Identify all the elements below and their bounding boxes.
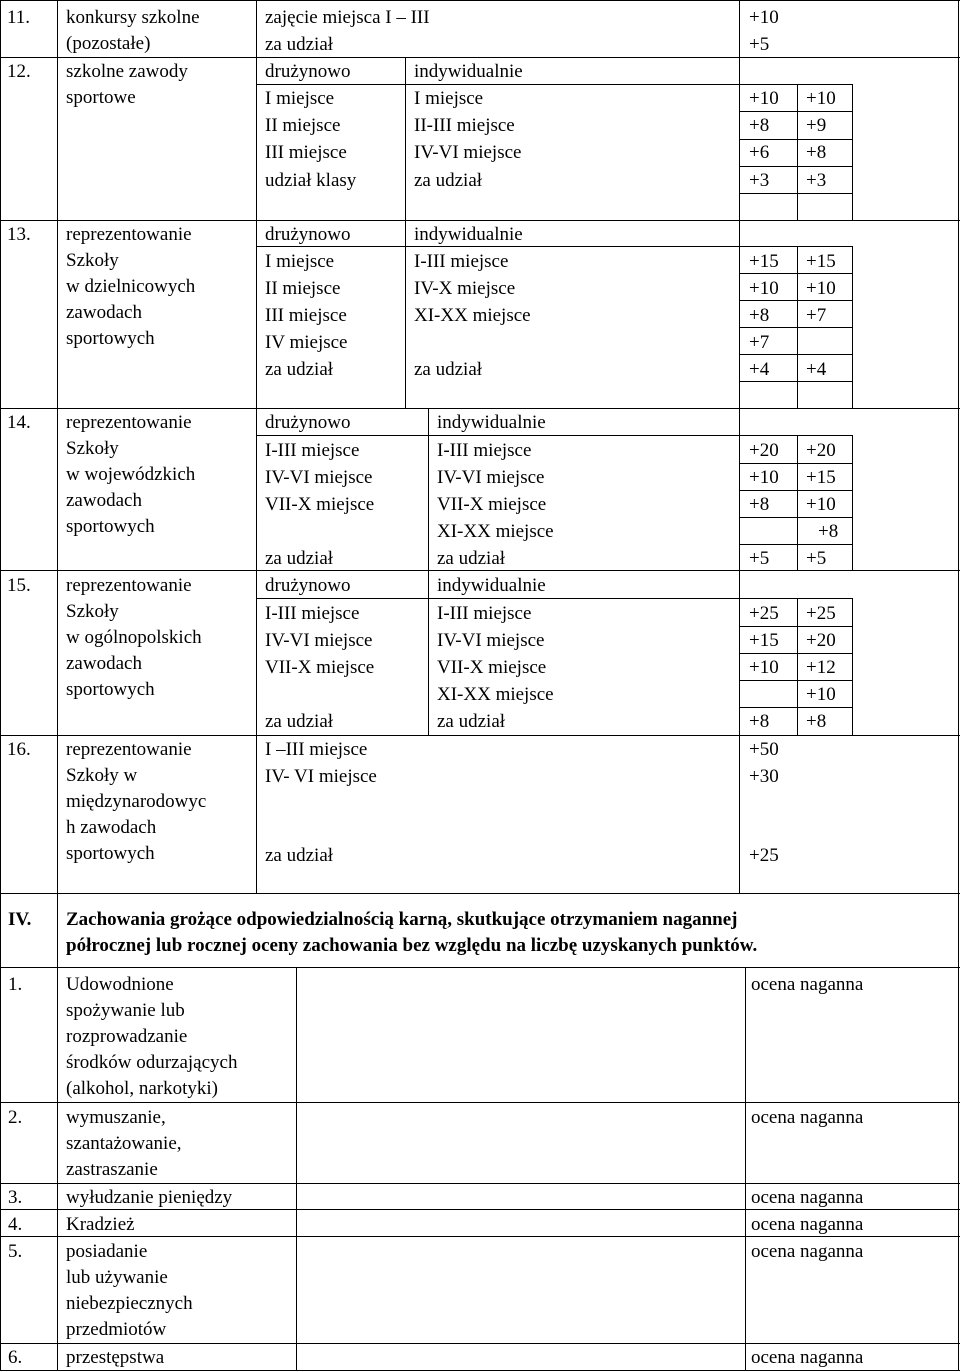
rule xyxy=(739,653,852,654)
rule xyxy=(739,680,852,681)
cell-team: I miejsce xyxy=(265,88,335,109)
rule xyxy=(797,598,798,735)
rule xyxy=(405,57,406,220)
section-number: IV. xyxy=(8,909,32,930)
cell-individual: za udział xyxy=(437,548,506,569)
cell-individual: IV-VI miejsce xyxy=(414,142,522,163)
cell-points-individual: +15 xyxy=(806,251,836,272)
cell-individual: za udział xyxy=(414,170,483,191)
rule xyxy=(745,967,746,1371)
item-text-line: wyłudzanie pieniędzy xyxy=(66,1187,233,1208)
rule xyxy=(739,0,740,894)
column-header-team: drużynowo xyxy=(265,61,351,82)
cell-points-individual: +9 xyxy=(806,115,827,136)
cell-team: III miejsce xyxy=(265,305,347,326)
row-title-line: reprezentowanie xyxy=(66,739,192,760)
rule xyxy=(0,0,960,1)
cell-points-individual: +5 xyxy=(806,548,827,569)
item-text-line: spożywanie lub xyxy=(66,1000,185,1021)
item-points: +5 xyxy=(749,34,770,55)
item-text-line: szantażowanie, xyxy=(66,1133,182,1154)
item-text-line: Kradzież xyxy=(66,1214,135,1235)
cell-individual: I miejsce xyxy=(414,88,484,109)
row-title-line: Szkoły xyxy=(66,250,119,271)
rule xyxy=(958,0,959,1371)
column-header-individual: indywidualnie xyxy=(437,575,546,596)
row-number: 11. xyxy=(7,7,31,28)
cell-points-team: +8 xyxy=(749,711,770,732)
cell-individual: VII-X miejsce xyxy=(437,657,547,678)
row-title-line: sportowych xyxy=(66,516,155,537)
row-title-line: Szkoły xyxy=(66,601,119,622)
row-number: 12. xyxy=(7,61,31,82)
rule xyxy=(739,463,852,464)
cell-team: II miejsce xyxy=(265,278,341,299)
cell-individual: II-III miejsce xyxy=(414,115,515,136)
row-title-line: sportowe xyxy=(66,87,136,108)
rule xyxy=(739,354,852,355)
rule xyxy=(256,246,739,247)
item-label: za udział xyxy=(265,34,334,55)
cell-team: I miejsce xyxy=(265,251,335,272)
rule xyxy=(739,111,852,112)
item-number: 5. xyxy=(8,1241,23,1262)
item-grade: ocena naganna xyxy=(751,1347,864,1368)
rule xyxy=(739,327,852,328)
item-grade: ocena naganna xyxy=(751,1241,864,1262)
row-title-line: zawodach xyxy=(66,302,142,323)
rule xyxy=(0,1236,960,1237)
cell-team: II miejsce xyxy=(265,115,341,136)
item-number: 1. xyxy=(8,974,23,995)
item-grade: ocena naganna xyxy=(751,1107,864,1128)
cell-points-individual: +7 xyxy=(806,305,827,326)
item-text-line: niebezpiecznych xyxy=(66,1293,193,1314)
rule xyxy=(739,166,852,167)
cell-team: udział klasy xyxy=(265,170,357,191)
row-title-line: konkursy szkolne xyxy=(66,7,200,28)
row-title-line: międzynarodowyc xyxy=(66,791,207,812)
row-title-line: w ogólnopolskich xyxy=(66,627,202,648)
row-title-line: reprezentowanie xyxy=(66,412,192,433)
cell-team: IV-VI miejsce xyxy=(265,467,373,488)
cell-points-individual: +10 xyxy=(806,494,836,515)
cell-individual: za udział xyxy=(414,359,483,380)
row-title-line: h zawodach xyxy=(66,817,157,838)
column-header-team: drużynowo xyxy=(265,412,351,433)
rule xyxy=(739,626,852,627)
cell-points-team: +3 xyxy=(749,170,770,191)
cell-individual: XI-XX miejsce xyxy=(437,521,554,542)
cell-team: za udział xyxy=(265,359,334,380)
cell-points-individual: +25 xyxy=(806,603,836,624)
item-text-line: Udowodnione xyxy=(66,974,174,995)
column-header-team: drużynowo xyxy=(265,224,351,245)
rule xyxy=(739,84,852,85)
cell-points-team: +8 xyxy=(749,115,770,136)
cell-points-team: +15 xyxy=(749,630,779,651)
cell-team: VII-X miejsce xyxy=(265,657,375,678)
section-title-line: półrocznej lub rocznej oceny zachowania bez względu na liczbę uzyskanych punktów. xyxy=(66,935,758,956)
cell-points-individual: +8 xyxy=(806,711,827,732)
rule xyxy=(256,0,257,894)
cell-points-individual: +8 xyxy=(806,142,827,163)
cell-team: III miejsce xyxy=(265,142,347,163)
rule xyxy=(797,435,798,570)
item-points: +25 xyxy=(749,845,779,866)
cell-points-team: +8 xyxy=(749,494,770,515)
row-title-line: Szkoły w xyxy=(66,765,138,786)
item-text-line: (alkohol, narkotyki) xyxy=(66,1078,218,1099)
item-grade: ocena naganna xyxy=(751,1214,864,1235)
item-points: +30 xyxy=(749,766,779,787)
rule xyxy=(739,300,852,301)
rule xyxy=(739,517,852,518)
rule xyxy=(0,893,960,894)
rule xyxy=(0,570,960,571)
rule xyxy=(739,381,852,382)
cell-team: VII-X miejsce xyxy=(265,494,375,515)
cell-points-individual: +12 xyxy=(806,657,836,678)
row-title-line: zawodach xyxy=(66,490,142,511)
cell-team: za udział xyxy=(265,548,334,569)
cell-points-individual: +10 xyxy=(806,684,836,705)
cell-individual: VII-X miejsce xyxy=(437,494,547,515)
item-text-line: wymuszanie, xyxy=(66,1107,166,1128)
rule xyxy=(0,967,960,968)
rule xyxy=(852,246,853,408)
item-points: +10 xyxy=(749,7,779,28)
row-number: 15. xyxy=(7,575,31,596)
cell-individual: IV-VI miejsce xyxy=(437,630,545,651)
rule xyxy=(0,220,960,221)
rule xyxy=(0,1343,960,1344)
row-title-line: szkolne zawody xyxy=(66,61,188,82)
cell-individual: IV-VI miejsce xyxy=(437,467,545,488)
cell-team: za udział xyxy=(265,711,334,732)
item-label: IV- VI miejsce xyxy=(265,766,377,787)
column-header-individual: indywidualnie xyxy=(414,224,523,245)
item-grade: ocena naganna xyxy=(751,974,864,995)
rule xyxy=(0,0,1,1371)
cell-points-team: +6 xyxy=(749,142,770,163)
cell-points-team: +15 xyxy=(749,251,779,272)
item-text-line: rozprowadzanie xyxy=(66,1026,188,1047)
row-title-line: zawodach xyxy=(66,653,142,674)
rule xyxy=(0,1183,960,1184)
cell-points-individual: +8 xyxy=(818,521,839,542)
rule xyxy=(739,246,852,247)
cell-team: IV miejsce xyxy=(265,332,348,353)
rule xyxy=(256,598,739,599)
rule xyxy=(852,84,853,220)
cell-individual: I-III miejsce xyxy=(414,251,509,272)
column-header-individual: indywidualnie xyxy=(437,412,546,433)
row-title-line: reprezentowanie xyxy=(66,575,192,596)
item-text-line: środków odurzających xyxy=(66,1052,238,1073)
cell-points-team: +10 xyxy=(749,88,779,109)
rule xyxy=(0,1370,960,1371)
cell-individual: za udział xyxy=(437,711,506,732)
cell-points-team: +5 xyxy=(749,548,770,569)
section-title-line: Zachowania grożące odpowiedzialnością karną, skutkujące otrzymaniem nagannej xyxy=(66,909,738,930)
rule xyxy=(797,84,798,220)
rule xyxy=(57,0,58,1371)
cell-points-individual: +20 xyxy=(806,440,836,461)
item-label: za udział xyxy=(265,845,334,866)
row-title-line: (pozostałe) xyxy=(66,33,151,54)
rule xyxy=(0,1209,960,1210)
cell-points-team: +20 xyxy=(749,440,779,461)
cell-points-team: +7 xyxy=(749,332,770,353)
cell-points-individual: +20 xyxy=(806,630,836,651)
item-text-line: przestępstwa xyxy=(66,1347,165,1368)
cell-points-team: +10 xyxy=(749,657,779,678)
rule xyxy=(739,193,852,194)
rule xyxy=(739,707,852,708)
rule xyxy=(852,435,853,570)
rule xyxy=(0,408,960,409)
row-title-line: Szkoły xyxy=(66,438,119,459)
item-text-line: przedmiotów xyxy=(66,1319,167,1340)
cell-points-team: +4 xyxy=(749,359,770,380)
rule xyxy=(428,408,429,570)
item-text-line: zastraszanie xyxy=(66,1159,158,1180)
row-title-line: sportowych xyxy=(66,328,155,349)
cell-points-individual: +3 xyxy=(806,170,827,191)
row-title-line: sportowych xyxy=(66,679,155,700)
cell-team: I-III miejsce xyxy=(265,603,360,624)
item-points: +50 xyxy=(749,739,779,760)
item-grade: ocena naganna xyxy=(751,1187,864,1208)
cell-individual: IV-X miejsce xyxy=(414,278,516,299)
row-number: 16. xyxy=(7,739,31,760)
item-number: 2. xyxy=(8,1107,23,1128)
item-text-line: posiadanie xyxy=(66,1241,148,1262)
row-title-line: w wojewódzkich xyxy=(66,464,196,485)
rule xyxy=(405,220,406,408)
item-label: zajęcie miejsca I – III xyxy=(265,7,430,28)
cell-points-team: +25 xyxy=(749,603,779,624)
rule xyxy=(739,490,852,491)
item-text-line: lub używanie xyxy=(66,1267,168,1288)
row-title-line: w dzielnicowych xyxy=(66,276,196,297)
cell-team: I-III miejsce xyxy=(265,440,360,461)
cell-points-individual: +10 xyxy=(806,278,836,299)
cell-points-individual: +15 xyxy=(806,467,836,488)
item-label: I –III miejsce xyxy=(265,739,368,760)
row-title-line: reprezentowanie xyxy=(66,224,192,245)
row-number: 13. xyxy=(7,224,31,245)
cell-points-individual: +10 xyxy=(806,88,836,109)
rule xyxy=(739,273,852,274)
rule xyxy=(739,598,852,599)
rule xyxy=(296,967,297,1371)
item-number: 6. xyxy=(8,1347,23,1368)
cell-points-team: +10 xyxy=(749,467,779,488)
cell-points-team: +8 xyxy=(749,305,770,326)
column-header-individual: indywidualnie xyxy=(414,61,523,82)
cell-points-team: +10 xyxy=(749,278,779,299)
cell-individual: I-III miejsce xyxy=(437,440,532,461)
item-number: 4. xyxy=(8,1214,23,1235)
rule xyxy=(256,84,739,85)
cell-points-individual: +4 xyxy=(806,359,827,380)
item-number: 3. xyxy=(8,1187,23,1208)
row-title-line: sportowych xyxy=(66,843,155,864)
cell-team: IV-VI miejsce xyxy=(265,630,373,651)
rule xyxy=(0,57,960,58)
row-number: 14. xyxy=(7,412,31,433)
cell-individual: I-III miejsce xyxy=(437,603,532,624)
rule xyxy=(0,735,960,736)
cell-individual: XI-XX miejsce xyxy=(437,684,554,705)
column-header-team: drużynowo xyxy=(265,575,351,596)
rule xyxy=(0,1102,960,1103)
cell-individual: XI-XX miejsce xyxy=(414,305,531,326)
rule xyxy=(256,435,739,436)
rule xyxy=(852,598,853,735)
rule xyxy=(739,544,852,545)
rule xyxy=(428,570,429,735)
rule xyxy=(739,139,852,140)
rule xyxy=(739,435,852,436)
